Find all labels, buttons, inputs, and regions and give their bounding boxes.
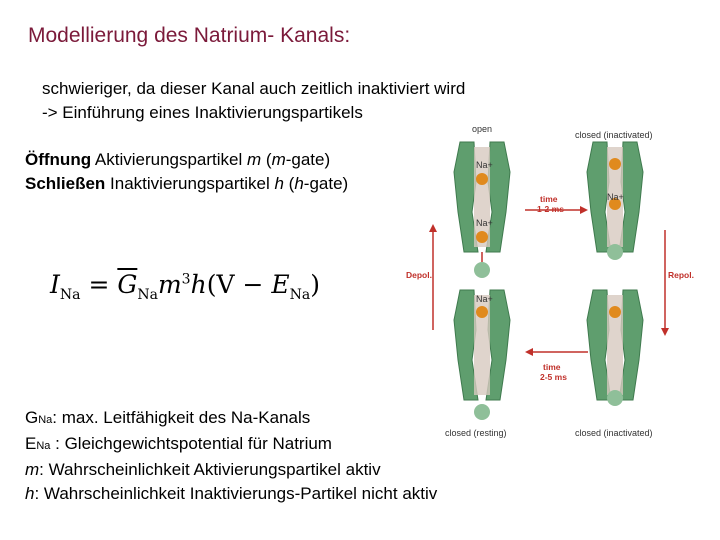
opening-label: Öffnung (25, 150, 92, 169)
arrow-repol (661, 230, 694, 336)
formula-m-exp: 3 (181, 271, 191, 288)
channel-open (454, 142, 510, 278)
m-def-text: : Wahrscheinlichkeit Aktivierungspartikel aktiv (39, 460, 381, 479)
closing-paren-open: ( (283, 174, 295, 193)
time-bottom-value: 2-5 ms (540, 372, 567, 382)
opening-paren-open: ( (261, 150, 272, 169)
gate-description (25, 148, 348, 196)
label-closed-inactivated-bottom: closed (inactivated) (575, 428, 653, 438)
h-def-text: : Wahrscheinlichkeit Inaktivierungs-Partikel nicht aktiv (34, 484, 438, 503)
particle-inact-b-1 (609, 306, 621, 318)
particle-rest-1 (476, 306, 488, 318)
inactivation-ball-top (607, 244, 623, 260)
intro-line-2: -> Einführung eines Inaktivierungspartikels (42, 103, 363, 122)
depol-label: Depol. (406, 270, 432, 280)
slide-title: Modellierung des Natrium- Kanals: (28, 24, 351, 47)
time-top-label: time (540, 194, 558, 204)
repol-label: Repol. (668, 270, 694, 280)
closing-label: Schließen (25, 174, 106, 193)
definition-e (25, 432, 437, 458)
na-ion-label-inact: Na+ (607, 192, 624, 202)
label-closed-resting: closed (resting) (445, 428, 507, 438)
label-closed-inactivated-top: closed (inactivated) (575, 130, 653, 140)
activation-particle-2 (476, 231, 488, 243)
closing-text: Inaktivierungspartikel (105, 174, 275, 193)
opening-line (25, 148, 348, 172)
g-symbol: G (25, 408, 39, 427)
opening-text: Aktivierungspartikel (91, 150, 247, 169)
inactivation-ball-rest (474, 404, 490, 420)
m-def-variable: m (25, 460, 40, 479)
sodium-channel-diagram (400, 120, 705, 450)
channel-inactivated-bottom (587, 290, 643, 406)
activation-particle-1 (476, 173, 488, 185)
closing-line (25, 172, 348, 196)
formula-G: $\overline{G}$ (117, 270, 138, 299)
inactivation-ball-open (474, 262, 490, 278)
channel-inactivated-top (587, 142, 643, 260)
channel-resting (454, 290, 510, 420)
formula-I-sub: Na (59, 287, 81, 303)
label-open: open (472, 124, 493, 134)
h-variable: h (274, 174, 284, 193)
formula-paren-close: ) (310, 270, 320, 299)
h-gate-variable: h (294, 174, 304, 193)
variable-definitions (25, 406, 437, 506)
formula-E: E (271, 270, 290, 299)
arrow-depol (406, 224, 437, 330)
na-ion-label-open: Na+ (476, 160, 493, 170)
m-variable: m (247, 150, 262, 169)
formula-eq: = (80, 270, 118, 299)
e-subscript: Na (36, 440, 51, 452)
formula-paren-open: (V − (206, 270, 272, 299)
formula-h: h (190, 270, 207, 299)
definition-h (25, 482, 437, 506)
formula-G-sub: Na (137, 287, 158, 303)
definition-m (25, 458, 437, 482)
particle-inact-1 (609, 158, 621, 170)
g-subscript: Na (38, 414, 53, 426)
closing-paren-close: -gate) (303, 174, 349, 193)
opening-paren-close: -gate) (285, 150, 331, 169)
inactivation-ball-bottom (607, 390, 623, 406)
channel-states-svg (400, 120, 705, 450)
h-def-variable: h (25, 484, 35, 503)
na-ion-label-rest: Na+ (476, 294, 493, 304)
na-ion-label-open-2: Na+ (476, 218, 493, 228)
arrow-time-top (525, 194, 588, 214)
formula-m: m (157, 270, 182, 299)
definition-g (25, 406, 437, 432)
e-text: : Gleichgewichtspotential für Natrium (50, 434, 332, 453)
formula-E-sub: Na (289, 287, 311, 303)
sodium-current-formula (50, 270, 320, 303)
e-symbol: E (25, 434, 37, 453)
formula-I: I (50, 270, 60, 299)
intro-text (42, 77, 465, 125)
intro-line-1: schwieriger, da dieser Kanal auch zeitlich inaktiviert wird (42, 79, 466, 98)
m-gate-variable: m (271, 150, 286, 169)
arrow-time-bottom (525, 348, 588, 382)
g-text: : max. Leitfähigkeit des Na-Kanals (52, 408, 311, 427)
time-top-value: 1-2 ms (537, 204, 564, 214)
time-bottom-label: time (543, 362, 561, 372)
